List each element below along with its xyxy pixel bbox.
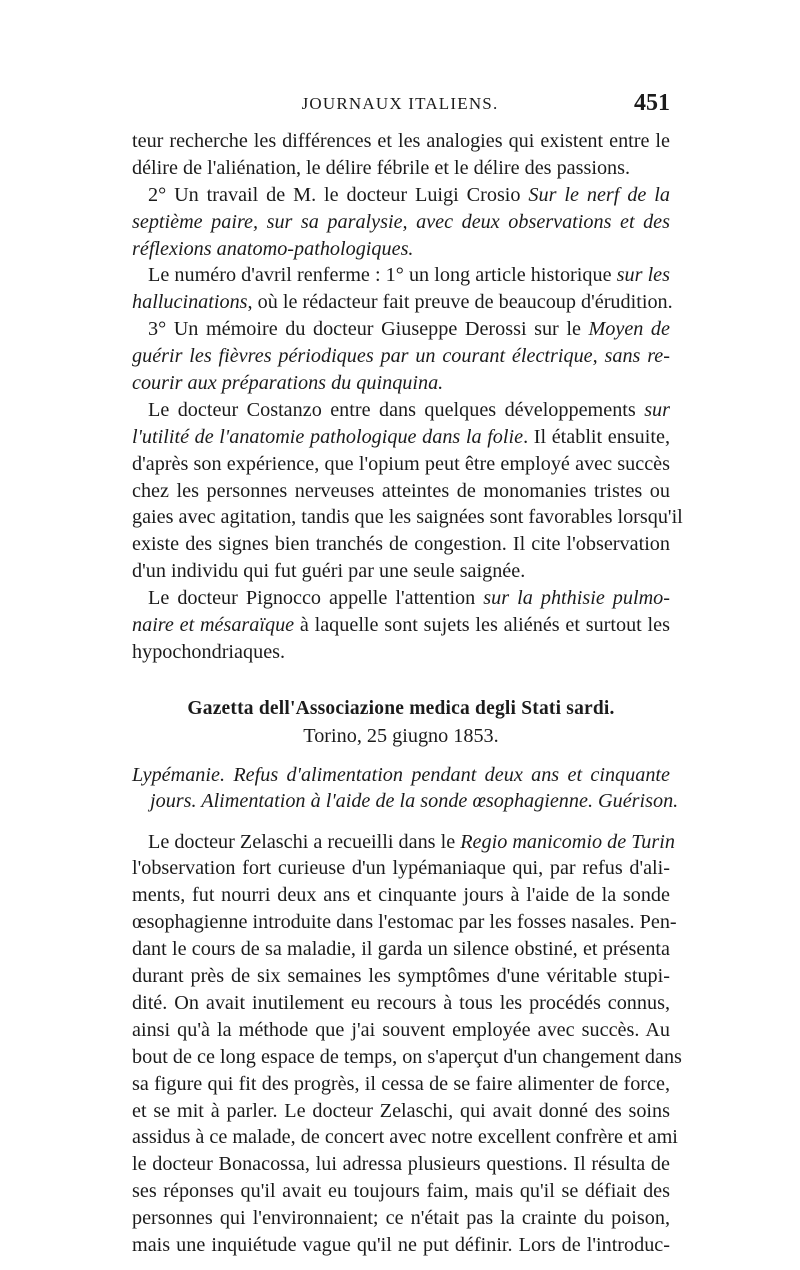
text-line: délire de l'aliénation, le délire fébrile et le délire des passions. <box>132 156 631 179</box>
text-line: sa figure qui fit des progrès, il cessa de se faire alimenter de force, <box>132 1072 670 1095</box>
text-line: gaies avec agitation, tandis que les saignées sont favorables lorsqu'il <box>132 506 683 529</box>
text-run-italic: Sur le nerf de la <box>528 183 670 206</box>
text-run: Le numéro d'avril renferme : 1° un long article historique <box>148 264 617 287</box>
article-title <box>132 762 679 815</box>
page-header <box>0 90 800 120</box>
text-line: courir aux préparations du quinquina. <box>132 372 444 395</box>
text-line <box>132 182 670 209</box>
text-line: personnes qui l'environnaient; ce n'était pas la crainte du poison, <box>132 1207 670 1230</box>
text-line: teur recherche les différences et les analogies qui existent entre le <box>132 130 670 152</box>
article-title-line: jours. Alimentation à l'aide de la sonde œsophagienne. Guérison. <box>150 790 679 813</box>
text-line: réflexions anatomo-pathologiques. <box>132 237 414 260</box>
text-run: . Il établit ensuite, <box>523 425 670 448</box>
text-run-italic: naire et mésaraïque <box>132 614 295 637</box>
text-run: 2° Un travail de M. le docteur Luigi Crosio <box>148 183 529 206</box>
text-line: ses réponses qu'il avait eu toujours faim, mais qu'il se défiait des <box>132 1180 670 1203</box>
text-line: existe des signes bien tranchés de congestion. Il cite l'observation <box>132 533 670 556</box>
page-body <box>132 128 683 1259</box>
text-line: assidus à ce malade, de concert avec notre excellent confrère et ami <box>132 1126 678 1149</box>
text-run: 3° Un mémoire du docteur Giuseppe Derossi sur le <box>148 318 589 341</box>
text-line: bout de ce long espace de temps, on s'aperçut d'un changement dans <box>132 1045 682 1068</box>
text-run-italic: sur <box>644 398 670 421</box>
text-line: mais une inquiétude vague qu'il ne put définir. Lors de l'introduc- <box>132 1233 670 1256</box>
text-line: ments, fut nourri deux ans et cinquante jours à l'aide de la sonde <box>132 884 670 907</box>
text-line: hypochondriaques. <box>132 640 286 663</box>
text-line: ainsi qu'à la méthode que j'ai souvent employée avec succès. Au <box>132 1018 670 1041</box>
text-run: à laquelle sont sujets les aliénés et surtout les <box>294 614 670 637</box>
text-line: guérir les fièvres périodiques par un courant électrique, sans re- <box>132 345 670 368</box>
text-run: Le docteur Pignocco appelle l'attention <box>148 587 484 610</box>
text-run: , où le rédacteur fait preuve de beaucoup d'érudition. <box>247 291 673 314</box>
text-line: dant le cours de sa maladie, il garda un silence obstiné, et présenta <box>132 938 670 961</box>
text-line <box>132 316 670 343</box>
text-line <box>132 585 670 612</box>
journal-dateline: Torino, 25 giugno 1853. <box>303 724 499 747</box>
text-line: d'un individu qui fut guéri par une seule saignée. <box>132 560 526 583</box>
text-run: Le docteur Costanzo entre dans quelques développements <box>148 398 645 421</box>
journal-heading: Gazetta dell'Associazione medica degli Stati sardi. <box>187 697 615 719</box>
text-run-italic: sur les <box>616 264 670 287</box>
text-line: l'observation fort curieuse d'un lypémaniaque qui, par refus d'ali- <box>132 857 670 880</box>
running-title: JOURNAUX ITALIENS. <box>301 94 499 113</box>
text-run-italic: Regio manicomio de Turin <box>460 830 675 853</box>
page-number: 451 <box>634 90 670 116</box>
text-line: et se mit à parler. Le docteur Zelaschi, qui avait donné des soins <box>132 1099 670 1122</box>
spacer <box>132 815 670 829</box>
text-run: Le docteur Zelaschi a recueilli dans le <box>148 830 461 853</box>
text-line <box>132 612 670 639</box>
text-run-italic: l'utilité de l'anatomie pathologique dans la folie <box>132 425 524 448</box>
text-line: œsophagienne introduite dans l'estomac par les fosses nasales. Pen- <box>132 911 677 934</box>
text-line <box>132 289 673 316</box>
text-line: septième paire, sur sa paralysie, avec deux observations et des <box>132 210 670 233</box>
text-line <box>132 397 670 424</box>
spacer <box>132 750 670 762</box>
article-title-line: Lypémanie. Refus d'alimentation pendant deux ans et cinquante <box>132 763 670 786</box>
text-line: dité. On avait inutilement eu recours à tous les procédés connus, <box>132 991 670 1014</box>
text-line: le docteur Bonacossa, lui adressa plusieurs questions. Il résulta de <box>132 1153 670 1176</box>
text-line <box>132 829 675 856</box>
text-line: durant près de six semaines les symptômes d'une véritable stupi- <box>132 965 670 988</box>
text-line: d'après son expérience, que l'opium peut être employé avec succès <box>132 452 670 475</box>
text-run-italic: sur la phthisie pulmo- <box>483 587 670 610</box>
text-run-italic: hallucinations <box>132 291 248 314</box>
text-line <box>132 424 670 451</box>
text-line <box>132 262 670 289</box>
text-line: chez les personnes nerveuses atteintes de monomanies tristes ou <box>132 479 670 502</box>
text-run-italic: Moyen de <box>588 318 670 341</box>
